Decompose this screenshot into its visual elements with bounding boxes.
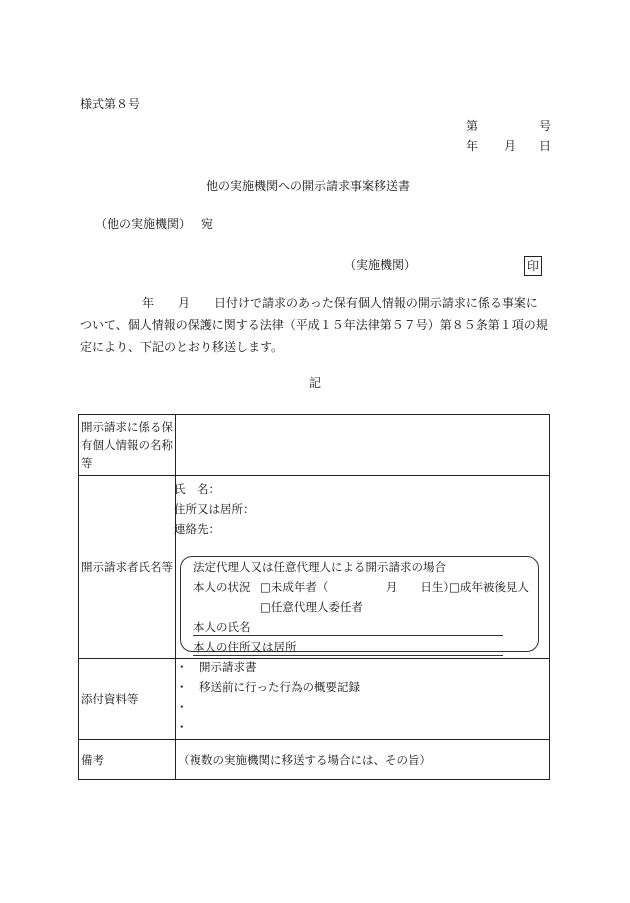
- attachment-item: ・: [176, 700, 188, 714]
- row-info-name: [79, 415, 550, 476]
- label-line: 有個人情報の名称: [81, 438, 173, 452]
- body-line: 年 月 日付けで請求のあった保有個人情報の開示請求に係る事案に: [142, 296, 538, 310]
- principal-name-label: 本人の氏名: [193, 620, 251, 634]
- label-attachments: 添付資料等: [79, 659, 176, 740]
- delegate-checkbox[interactable]: □任意代理人委任者: [260, 600, 363, 614]
- label-line: 開示請求に係る保: [81, 420, 173, 434]
- attachment-item: ・ 開示請求書: [176, 660, 257, 674]
- sender-name: （実施機関）: [344, 258, 417, 272]
- date-day: 日: [539, 139, 552, 153]
- requester-name-label: 氏 名：: [174, 482, 220, 496]
- label-requester: 開示請求者氏名等: [79, 476, 176, 659]
- value-remarks: （複数の実施機関に移送する場合には、その旨）: [176, 740, 550, 780]
- value-requester: [176, 476, 550, 659]
- adult-ward-checkbox[interactable]: □成年被後見人: [449, 580, 529, 594]
- agent-heading: 法定代理人又は任意代理人による開示請求の場合: [193, 560, 446, 574]
- principal-status-label: 本人の状況: [193, 580, 251, 594]
- form-number: 様式第８号: [80, 97, 141, 111]
- seal-mark: 印: [524, 256, 542, 276]
- label-line: 等: [81, 456, 93, 470]
- body-paragraph: [80, 292, 552, 358]
- document-title: 他の実施機関への開示請求事案移送書: [206, 179, 411, 193]
- date-year: 年: [466, 139, 479, 153]
- minor-checkbox[interactable]: □未成年者（ 月 日生）: [260, 580, 455, 594]
- principal-name-line[interactable]: [193, 635, 503, 636]
- doc-number-suffix: 号: [539, 119, 552, 133]
- value-info-name[interactable]: [176, 415, 550, 476]
- principal-address-line[interactable]: [193, 655, 503, 656]
- body-line: 定により、下記のとおり移送します。: [80, 340, 284, 354]
- date-month: 月: [504, 139, 517, 153]
- label-remarks: 備考: [79, 740, 176, 780]
- principal-address-label: 本人の住所又は居所: [193, 640, 297, 654]
- attachment-item: ・: [176, 720, 188, 734]
- recipient-suffix: 宛: [201, 217, 214, 231]
- body-line: ついて、個人情報の保護に関する法律（平成１５年法律第５７号）第８５条第１項の規: [80, 318, 548, 332]
- row-attachments: [79, 659, 550, 740]
- transfer-details-table: [78, 414, 550, 780]
- label-info-name: [79, 415, 176, 476]
- requester-contact-label: 連絡先：: [174, 522, 220, 536]
- requester-address-label: 住所又は居所：: [174, 502, 255, 516]
- attachment-item: ・ 移送前に行った行為の概要記録: [176, 680, 360, 694]
- ki-heading: 記: [309, 376, 322, 390]
- row-remarks: [79, 740, 550, 780]
- doc-number-prefix: 第: [466, 119, 479, 133]
- row-requester: [79, 476, 550, 659]
- value-attachments: [176, 659, 550, 740]
- recipient-name: （他の実施機関）: [95, 217, 192, 231]
